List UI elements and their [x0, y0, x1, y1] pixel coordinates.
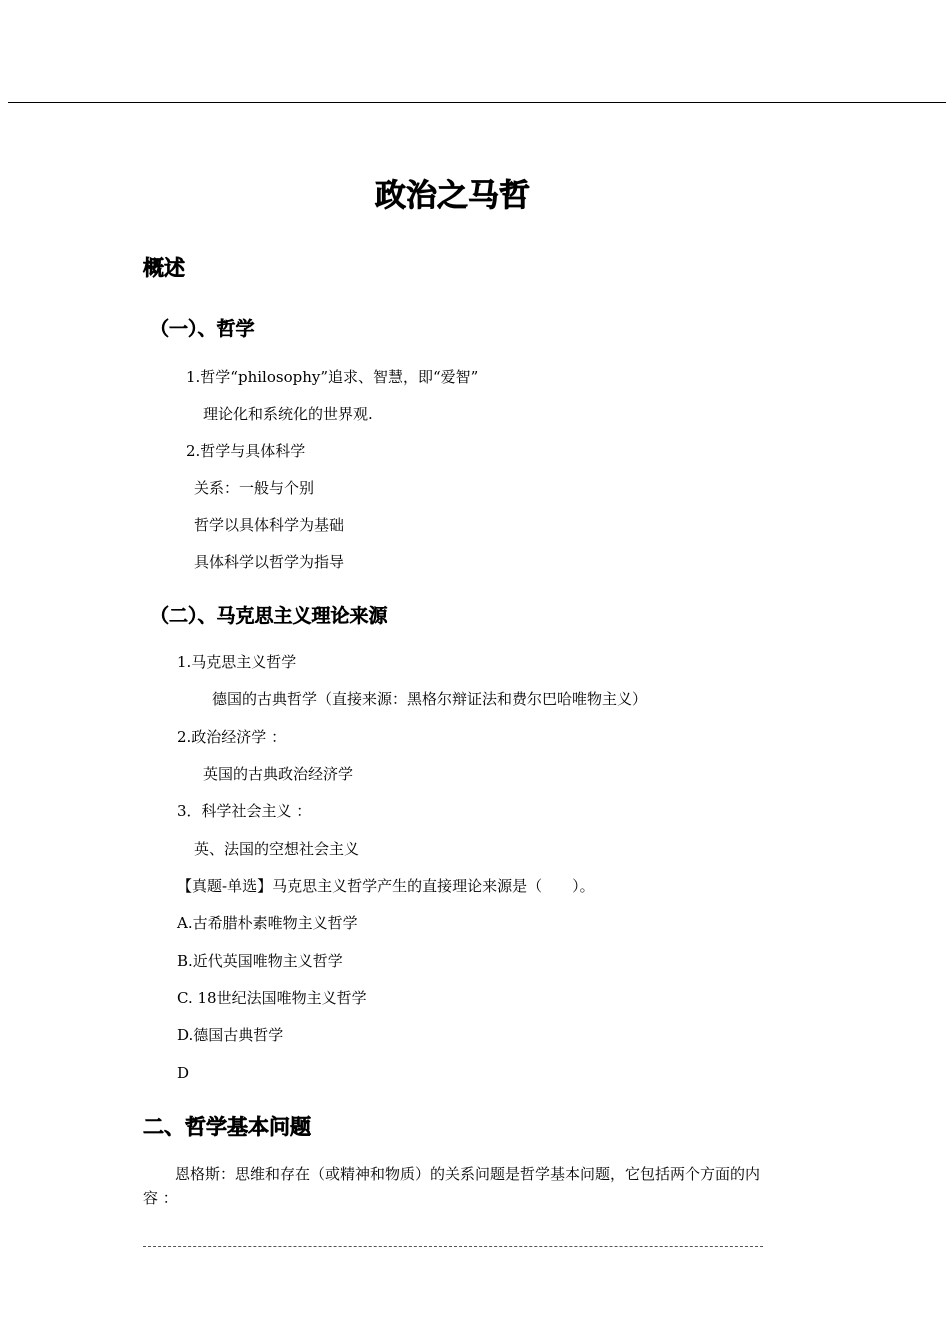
sub1-line: 2.哲学与具体科学: [186, 442, 306, 460]
question-option: B.近代英国唯物主义哲学: [177, 952, 343, 970]
sub2-line: 3．科学社会主义 ：: [177, 802, 312, 820]
sub1-line: 哲学以具体科学为基础: [194, 516, 345, 534]
sub2-line: 2.政治经济学 ：: [177, 728, 287, 746]
question-stem: 【真题-单选】马克思主义哲学产生的直接理论来源是（ ）。: [177, 877, 595, 895]
question-option: C. 18世纪法国唯物主义哲学: [177, 989, 367, 1007]
section-overview-heading: 概述: [143, 256, 185, 280]
page-title: 政治之马哲: [375, 178, 530, 214]
sub1-line: 关系：一般与个别: [194, 479, 315, 497]
sub1-heading: （一）、哲学: [150, 318, 255, 340]
section2-paragraph: 恩格斯：思维和存在（或精神和物质）的关系问题是哲学基本问题，它包括两个方面的内容 ：: [143, 1165, 761, 1207]
question-answer: D: [177, 1064, 190, 1082]
sub1-line: 1.哲学“philosophy”追求、智慧，即“爱智”: [186, 368, 479, 386]
sub2-line: 德国的古典哲学（直接来源：黑格尔辩证法和费尔巴哈唯物主义）: [212, 690, 648, 708]
sub1-line: 理论化和系统化的世界观.: [203, 405, 373, 423]
question-option: A.古希腊朴素唯物主义哲学: [177, 914, 358, 932]
section2-heading: 二、哲学基本问题: [143, 1115, 311, 1139]
sub1-line: 具体科学以哲学为指导: [194, 553, 345, 571]
header-rule: [8, 102, 946, 103]
sub2-line: 英、法国的空想社会主义: [194, 840, 360, 858]
sub2-line: 1.马克思主义哲学: [177, 653, 297, 671]
question-option: D.德国古典哲学: [177, 1026, 284, 1044]
sub2-line: 英国的古典政治经济学: [203, 765, 354, 783]
footer-dotted-rule: [143, 1246, 763, 1247]
sub2-heading: （二）、马克思主义理论来源: [150, 605, 388, 627]
